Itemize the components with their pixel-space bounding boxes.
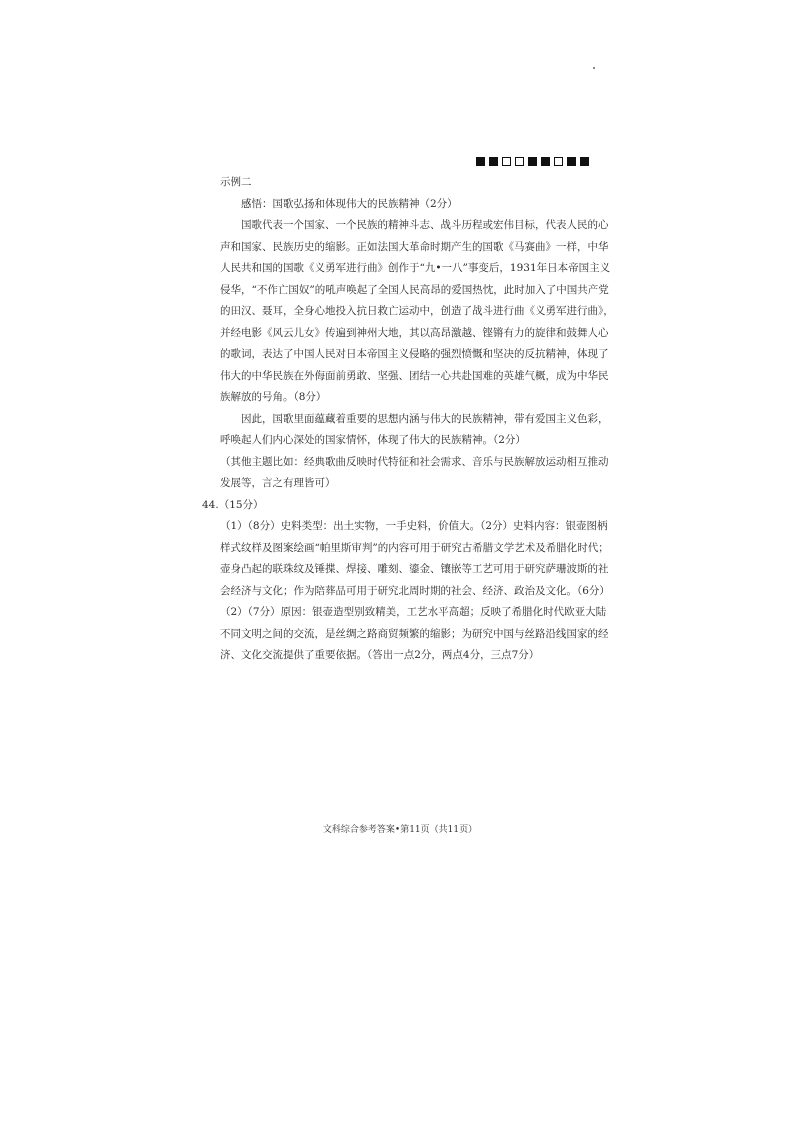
filled-square-mark <box>528 157 537 166</box>
header-square-marks <box>476 157 589 166</box>
filled-square-mark <box>489 157 498 166</box>
empty-square-mark <box>502 157 511 166</box>
filled-square-mark <box>476 157 485 166</box>
thesis-line: 感悟：国歌弘扬和体现伟大的民族精神（2分） <box>241 197 458 210</box>
scan-speck <box>593 67 595 69</box>
question-44-part-2: （2）（7分）原因：银壶造型别致精美，工艺水平高超；反映了希腊化时代欧亚大陆不同文明之间的交流，是丝绸之路商贸频繁的缩影；为研究中国与丝路沿线国家的经济、文化交流提供了重要依据。（答出一点2分，两点4分，三点7分） <box>220 606 609 661</box>
page-footer: 文科综合参考答案•第11页（共11页） <box>322 825 478 835</box>
empty-square-mark <box>515 157 524 166</box>
filled-square-mark <box>541 157 550 166</box>
filled-square-mark <box>567 157 576 166</box>
essay-paragraph-2: 因此，国歌里面蕴藏着重要的思想内涵与伟大的民族精神，带有爱国主义色彩，呼唤起人们内心深处的国家情怀，体现了伟大的民族精神。（2分） <box>220 412 609 446</box>
answer-content <box>202 172 615 667</box>
essay-paragraph-1: 国歌代表一个国家、一个民族的精神斗志、战斗历程或宏伟目标，代表人民的心声和国家、民族历史的缩影。正如法国大革命时期产生的国歌《马赛曲》一样，中华人民共和国的国歌《义勇军进行曲》创作于“九•一八”事变后，1931年日本帝国主义侵华，“不作亡国奴”的吼声唤起了全国人民高昂的爱国热忱，此时加入了中国共产党的田汉、聂耳，全身心地投入抗日救亡运动中，创造了战斗进行曲《义勇军进行曲》，并经电影《风云儿女》传遍到神州大地，其以高昂激越、铿锵有力的旋律和鼓舞人心的歌词，表达了中国人民对日本帝国主义侵略的强烈愤慨和坚决的反抗精神，体现了伟大的中华民族在外侮面前勇敢、坚强、团结一心共赴国难的英雄气概，成为中华民族解放的号角。（8分） <box>220 219 614 403</box>
question-44-heading: 44.（15分） <box>202 498 264 511</box>
section-title: 示例二 <box>220 176 252 188</box>
question-44-part-1: （1）（8分）史料类型：出土实物，一手史料，价值大。（2分）史料内容：银壶图柄样式纹样及图案绘画“帕里斯审判”的内容可用于研究古希腊文学艺术及希腊化时代；壶身凸起的联珠纹及锤揲、焊接、雕刻、鎏金、镶嵌等工艺可用于研究萨珊波斯的社会经济与文化；作为陪葬品可用于研究北周时期的社会、经济、政治及文化。（6分） <box>220 520 610 597</box>
alternative-themes-note: （其他主题比如：经典歌曲反映时代特征和社会需求、音乐与民族解放运动相互推动发展等，言之有理皆可） <box>220 455 609 489</box>
filled-square-mark <box>580 157 589 166</box>
empty-square-mark <box>554 157 563 166</box>
